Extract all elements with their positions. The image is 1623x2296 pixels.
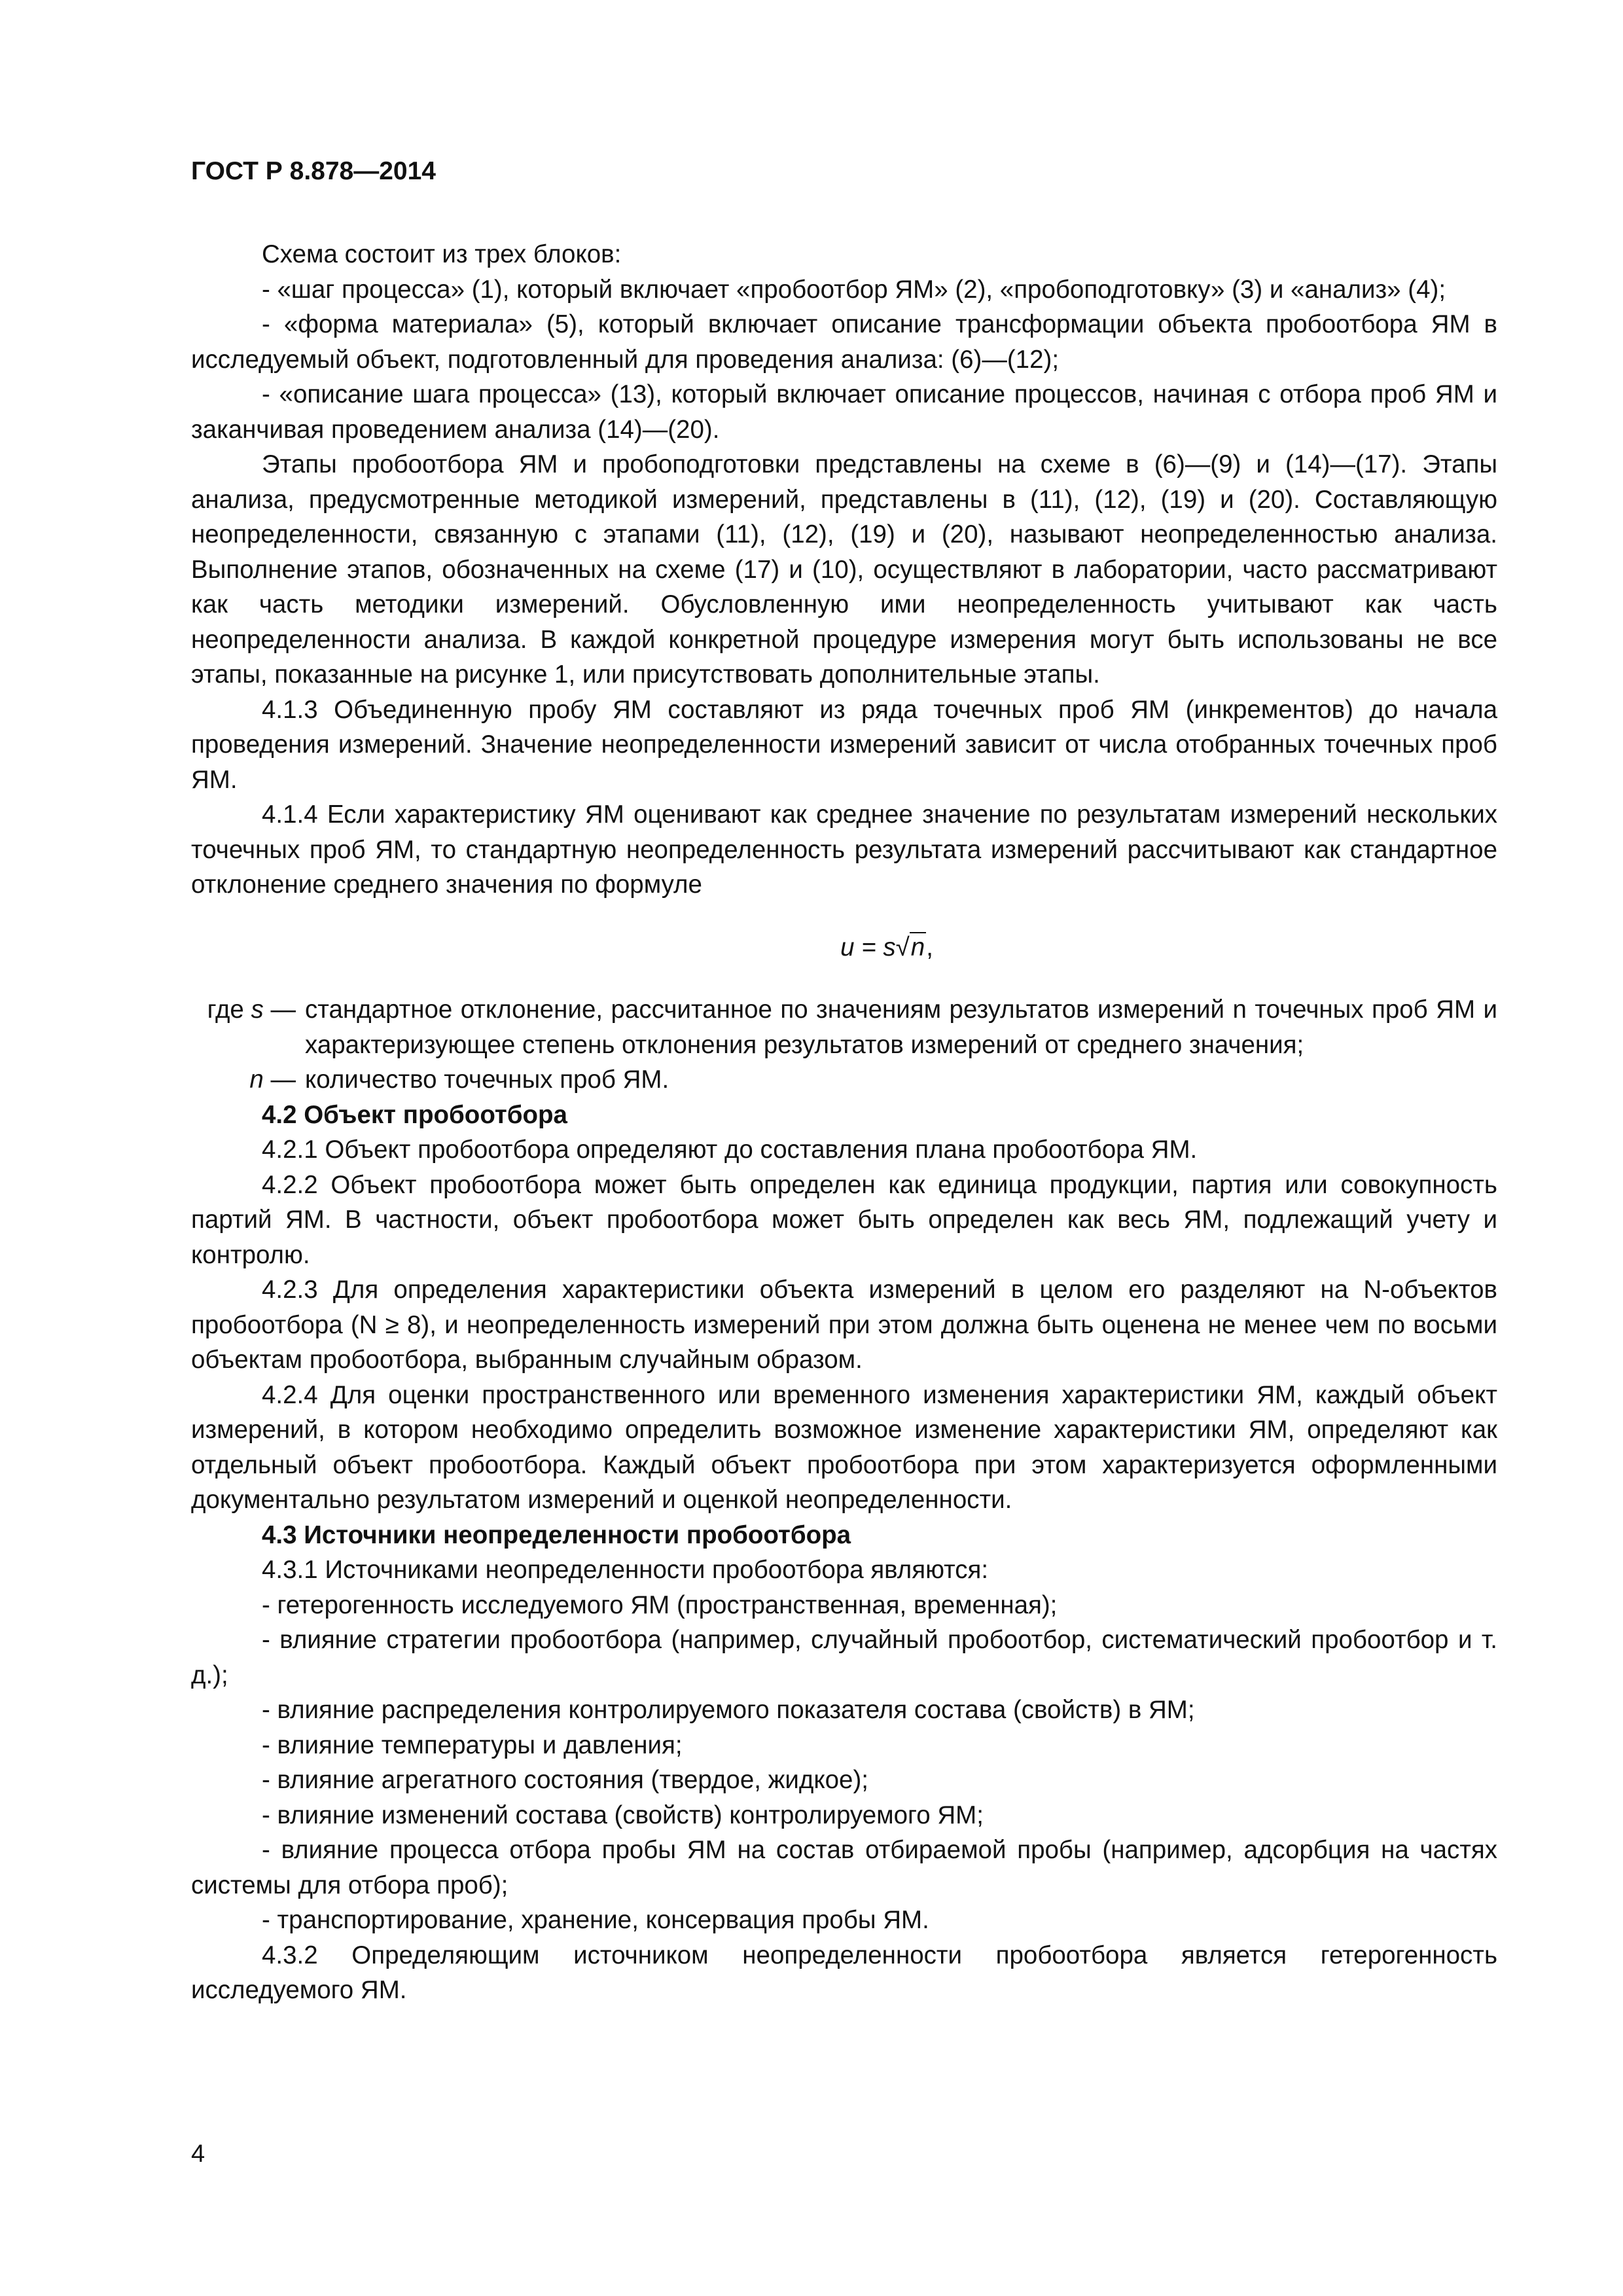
paragraph-4-2-1: 4.2.1 Объект пробоотбора определяют до составления плана пробоотбора ЯМ.	[262, 1136, 1198, 1164]
section-heading-4-2: 4.2 Объект пробоотбора	[262, 1100, 567, 1129]
paragraph: Этапы пробоотбора ЯМ и пробоподготовки представлены на схеме в (6)—(9) и (14)—(17). Этапы анализа, предусмотренные методикой измерений, представлены в (11), (12), (19) и (20). Составляющую неопределенности, связанную с этапами (11), (12), (19) и (20), называют неопределенностью анализа. Выполнение этапов, обозначенных на схеме (17) и (10), осуществляют в лаборатории, часто рассматривают как часть методики измерений. Обусловленную ими неопределенность учитывают как часть неопределенности анализа. В каждой конкретной процедуре измерения могут быть использованы не все этапы, показанные на рисунке 1, или присутствовать дополнительные этапы.	[191, 450, 1497, 689]
paragraph: Схема состоит из трех блоков:	[262, 240, 622, 268]
paragraph-4-2-3: 4.2.3 Для определения характеристики объекта измерений в целом его разделяют на N-объектов пробоотбора (N ≥ 8), и неопределенность измерений при этом должна быть оценена не менее чем по восьми объектам пробоотбора, выбранным случайным образом.	[191, 1276, 1497, 1374]
where-text: количество точечных проб ЯМ.	[305, 1066, 669, 1094]
paragraph-4-3-1: 4.3.1 Источниками неопределенности пробоотбора являются:	[262, 1556, 989, 1584]
list-item: - влияние агрегатного состояния (твердое, жидкое);	[262, 1766, 868, 1794]
list-item: - «форма материала» (5), который включает описание трансформации объекта пробоотбора ЯМ в исследуемый объект, подготовленный для проведения анализа: (6)—(12);	[191, 310, 1497, 374]
paragraph-4-3-2: 4.3.2 Определяющим источником неопределенности пробоотбора является гетерогенность исследуемого ЯМ.	[191, 1941, 1497, 2004]
where-symbol: n	[249, 1066, 264, 1094]
where-item-s	[191, 992, 1497, 1062]
document-header: ГОСТ Р 8.878—2014	[191, 157, 436, 185]
list-item: - влияние процесса отбора пробы ЯМ на состав отбираемой пробы (например, адсорбция на частях системы для отбора проб);	[191, 1836, 1497, 1899]
formula-eq: = s	[854, 933, 896, 961]
paragraph-4-1-4: 4.1.4 Если характеристику ЯМ оценивают как среднее значение по результатам измерений нескольких точечных проб ЯМ, то стандартную неопределенность результата измерений рассчитывают как стандартное отклонение среднего значения по формуле	[191, 800, 1497, 899]
list-item: - влияние изменений состава (свойств) контролируемого ЯМ;	[262, 1801, 984, 1829]
list-item: - влияние стратегии пробоотбора (например, случайный пробоотбор, систематический пробоотбор и т. д.);	[191, 1626, 1497, 1689]
where-text: стандартное отклонение, рассчитанное по значениям результатов измерений n точечных проб ЯМ и характеризующее степень отклонения результатов измерений от среднего значения;	[305, 996, 1497, 1059]
paragraph-4-2-4: 4.2.4 Для оценки пространственного или временного изменения характеристики ЯМ, каждый объект измерений, в котором необходимо определить возможное изменение характеристики ЯМ, определяют как отдельный объект пробоотбора. Каждый объект пробоотбора при этом характеризуется оформленными документально результатом измерений и оценкой неопределенности.	[191, 1380, 1497, 1514]
page-number: 4	[191, 2140, 205, 2168]
formula-lhs: u	[840, 933, 855, 961]
sqrt-sign-icon: √	[895, 933, 910, 961]
paragraph-4-2-2: 4.2.2 Объект пробоотбора может быть определен как единица продукции, партия или совокупность партий ЯМ. В частности, объект пробоотбора может быть определен как весь ЯМ, подлежащий учету и контролю.	[191, 1170, 1497, 1269]
section-heading-4-3: 4.3 Источники неопределенности пробоотбора	[262, 1520, 851, 1549]
paragraph-4-1-3: 4.1.3 Объединенную пробу ЯМ составляют из ряда точечных проб ЯМ (инкрементов) до начала проведения измерений. Значение неопределенности измерений зависит от числа отобранных точечных проб ЯМ.	[191, 695, 1497, 794]
list-item: - влияние температуры и давления;	[262, 1731, 683, 1759]
where-item-n	[191, 1062, 1497, 1098]
where-dash: —	[270, 1066, 296, 1094]
list-item: - транспортирование, хранение, консервация пробы ЯМ.	[262, 1906, 929, 1934]
page-body	[191, 237, 1497, 2008]
where-dash: —	[270, 996, 296, 1024]
where-lead: где	[207, 996, 244, 1024]
list-item: - гетерогенность исследуемого ЯМ (пространственная, временная);	[262, 1590, 1058, 1619]
formula	[191, 930, 1497, 965]
list-item: - «описание шага процесса» (13), который включает описание процессов, начиная с отбора проб ЯМ и заканчивая проведением анализа (14)—(20).	[191, 380, 1497, 444]
formula-radicand: n	[910, 933, 925, 961]
where-symbol: s	[251, 996, 264, 1024]
list-item: - «шаг процесса» (1), который включает «пробоотбор ЯМ» (2), «пробоподготовку» (3) и «анализ» (4);	[262, 275, 1446, 304]
formula-tail: ,	[926, 933, 933, 961]
list-item: - влияние распределения контролируемого показателя состава (свойств) в ЯМ;	[262, 1696, 1195, 1724]
